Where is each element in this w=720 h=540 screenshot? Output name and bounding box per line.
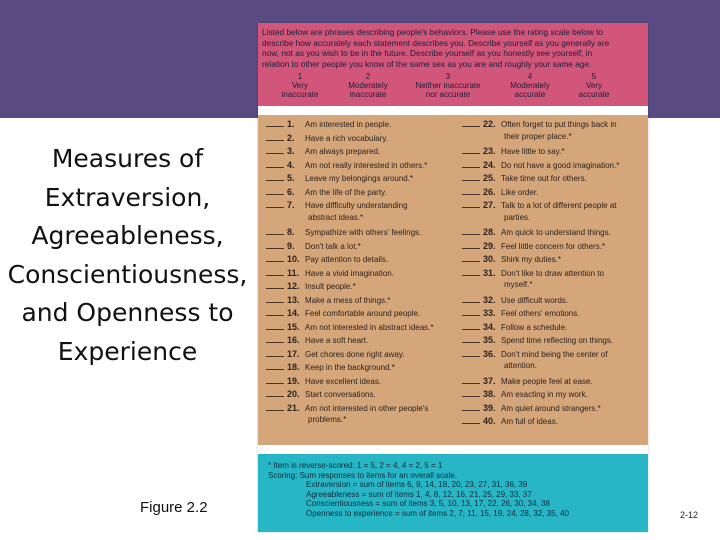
- questionnaire-item: [266, 361, 395, 373]
- item-text: Insult people.*: [305, 282, 356, 291]
- response-blank[interactable]: [266, 132, 284, 141]
- item-text: Feel little concern for others.*: [501, 241, 606, 251]
- questionnaire-item: [266, 172, 413, 184]
- questionnaire-item: [462, 226, 611, 238]
- item-text-continued: their proper place.*: [504, 131, 572, 141]
- response-blank[interactable]: [266, 159, 284, 168]
- item-number: 6.: [287, 186, 295, 197]
- item-text: Have difficulty understanding: [305, 201, 408, 210]
- item-text: Have a vivid imagination.: [305, 268, 394, 278]
- questionnaire-item: [266, 388, 376, 400]
- item-number: 27.: [483, 200, 496, 210]
- response-blank[interactable]: [266, 267, 284, 276]
- response-blank[interactable]: [266, 307, 284, 316]
- questionnaire-item: [462, 307, 579, 319]
- item-text: Have little to say.*: [501, 147, 565, 156]
- item-number: 14.: [287, 308, 300, 318]
- item-text: Sympathize with others' feelings.: [305, 228, 422, 237]
- item-number: 15.: [287, 321, 300, 332]
- response-blank[interactable]: [266, 361, 284, 370]
- questionnaire-item: [462, 321, 567, 333]
- scale-label: Very: [585, 81, 602, 90]
- response-blank[interactable]: [462, 321, 480, 330]
- scale-label: inaccurate: [349, 90, 387, 99]
- instruction-line: describe how accurately each statement describes you. Describe yourself as you generally are: [262, 37, 610, 48]
- item-text: Pay attention to details.: [305, 255, 389, 264]
- item-number: 32.: [483, 294, 496, 305]
- scale-label: nor accurate: [425, 90, 471, 99]
- scale-point: [406, 72, 490, 99]
- instruction-line: now, not as you wish to be in the future. Describe yourself as you honestly see yourself, in: [262, 48, 593, 58]
- item-number: 12.: [287, 281, 300, 291]
- instruction-line: Listed below are phrases describing people's behaviors. Please use the rating scale below to: [262, 27, 604, 37]
- title-line: Measures of: [51, 144, 204, 173]
- item-text-continued: myself.*: [504, 280, 533, 289]
- item-text: Get chores done right away.: [305, 349, 405, 359]
- item-text: Make a mess of things.*: [305, 295, 391, 305]
- title-line: Agreeableness,: [31, 221, 224, 250]
- item-number: 37.: [483, 375, 496, 386]
- questionnaire-item: [266, 159, 427, 171]
- response-blank[interactable]: [266, 118, 284, 127]
- scoring-box: [258, 454, 648, 532]
- item-text: Feel comfortable around people.: [305, 309, 421, 318]
- item-number: 40.: [483, 416, 496, 426]
- item-text: Am the life of the party.: [305, 187, 387, 197]
- title-line: Extraversion,: [44, 182, 211, 212]
- response-blank[interactable]: [462, 375, 480, 384]
- item-text: Like order.: [501, 187, 539, 197]
- questionnaire-item: [266, 321, 434, 333]
- response-blank[interactable]: [462, 307, 480, 316]
- response-blank[interactable]: [462, 294, 480, 303]
- scale-label: accurate: [578, 90, 610, 99]
- item-text: Take time out for others.: [501, 174, 587, 183]
- item-text: Start conversations.: [305, 390, 376, 399]
- item-number: 1.: [287, 119, 295, 129]
- items-box: [258, 115, 648, 445]
- questionnaire-item: [462, 172, 587, 184]
- questionnaire-item: [266, 280, 356, 292]
- questionnaire-item: [266, 348, 404, 360]
- response-blank[interactable]: [266, 253, 284, 262]
- item-text: Am quick to understand things.: [501, 228, 611, 237]
- item-number: 25.: [483, 173, 496, 183]
- slide-title: [0, 140, 255, 371]
- item-number: 36.: [483, 348, 496, 359]
- item-text: Make people feel at ease.: [501, 376, 593, 386]
- scale-label: Moderately: [510, 81, 550, 90]
- item-number: 38.: [483, 389, 496, 399]
- item-number: 35.: [483, 335, 496, 345]
- questionnaire-item: [462, 294, 568, 306]
- response-blank[interactable]: [462, 240, 480, 249]
- questionnaire-item: [462, 334, 613, 346]
- slide-number: 2-12: [680, 510, 699, 520]
- response-blank[interactable]: [462, 415, 480, 424]
- item-number: 34.: [483, 321, 496, 332]
- item-text: Have a rich vocabulary.: [305, 133, 388, 143]
- instructions-box: [258, 23, 648, 106]
- item-text: Don't mind being the center of: [501, 349, 608, 359]
- item-text: Spend time reflecting on things.: [501, 336, 614, 345]
- item-text: Don't like to draw attention to: [501, 268, 604, 278]
- questionnaire-item: [266, 226, 421, 238]
- response-blank[interactable]: [462, 172, 480, 181]
- item-text: Am not really interested in others.*: [305, 160, 428, 170]
- item-number: 18.: [287, 362, 300, 372]
- response-blank[interactable]: [266, 172, 284, 181]
- item-number: 9.: [287, 240, 295, 251]
- scale-number: 2: [365, 72, 371, 81]
- scale-point: [326, 72, 410, 99]
- questionnaire-item: [266, 294, 390, 306]
- response-blank[interactable]: [266, 294, 284, 303]
- item-number: 26.: [483, 186, 496, 197]
- item-text: Don't talk a lot.*: [305, 241, 361, 251]
- item-number: 17.: [287, 348, 300, 359]
- questionnaire-item: [266, 240, 361, 252]
- scale-number: 3: [445, 72, 451, 81]
- item-number: 39.: [483, 402, 496, 413]
- item-text: Have a soft heart.: [305, 336, 369, 345]
- questionnaire-item: [266, 402, 428, 414]
- scale-label: Very: [291, 81, 308, 90]
- item-number: 4.: [287, 159, 295, 170]
- questionnaire-item: [462, 388, 588, 400]
- scoring-line: Openness to experience = sum of items 2, 7, 11, 15, 19, 24, 28, 32, 35, 40: [306, 508, 569, 518]
- figure-caption: Figure 2.2: [140, 499, 208, 516]
- response-blank[interactable]: [462, 267, 480, 276]
- item-text-continued: abstract ideas.*: [308, 212, 364, 222]
- response-blank[interactable]: [266, 240, 284, 249]
- instruction-line: relation to other people you know of the same sex as you are and roughly your same age.: [262, 58, 592, 69]
- response-blank[interactable]: [266, 321, 284, 330]
- response-blank[interactable]: [266, 375, 284, 384]
- questionnaire-item: [462, 253, 561, 265]
- response-blank[interactable]: [266, 402, 284, 411]
- response-blank[interactable]: [266, 186, 284, 195]
- item-number: 10.: [287, 254, 300, 264]
- item-number: 29.: [483, 240, 496, 251]
- item-number: 3.: [287, 146, 295, 156]
- item-number: 2.: [287, 132, 295, 143]
- item-text: Am not interested in abstract ideas.*: [305, 322, 434, 332]
- response-blank[interactable]: [462, 402, 480, 411]
- item-number: 20.: [287, 389, 300, 399]
- questionnaire-item: [266, 307, 420, 319]
- item-number: 23.: [483, 146, 496, 156]
- item-text-continued: parties.: [504, 212, 531, 222]
- response-blank[interactable]: [462, 334, 480, 343]
- item-text: Leave my belongings around.*: [305, 174, 414, 183]
- title-line: Experience: [57, 336, 198, 366]
- scale-label: Moderately: [348, 81, 388, 90]
- response-blank[interactable]: [266, 226, 284, 235]
- scale-label: inaccurate: [281, 90, 319, 99]
- questionnaire-item: [266, 118, 391, 130]
- questionnaire-item: [462, 145, 564, 157]
- response-blank[interactable]: [462, 199, 480, 208]
- scale-point: [552, 72, 636, 99]
- scoring-line: Conscientiousness = sum of items 3, 5, 10, 13, 17, 22, 26, 30, 34, 38: [306, 499, 550, 508]
- item-text: Shirk my duties.*: [501, 255, 562, 264]
- item-text: Am interested in people.: [305, 120, 392, 129]
- item-text-continued: attention.: [504, 361, 537, 370]
- item-number: 24.: [483, 159, 496, 170]
- item-text: Am not interested in other people's: [305, 403, 429, 413]
- questionnaire-item: [266, 375, 381, 387]
- scale-label: Neither inaccurate: [415, 81, 481, 90]
- item-number: 16.: [287, 335, 300, 345]
- response-blank[interactable]: [462, 253, 480, 262]
- scoring-intro: Scoring: Sum responses to items for an overall scale.: [268, 470, 457, 480]
- response-blank[interactable]: [462, 145, 480, 154]
- scale-number: 1: [297, 72, 303, 81]
- questionnaire-item: [266, 132, 388, 144]
- item-number: 8.: [287, 227, 295, 237]
- item-text: Feel others' emotions.: [501, 309, 580, 318]
- response-blank[interactable]: [266, 145, 284, 154]
- questionnaire-item: [266, 145, 380, 157]
- questionnaire-item: [462, 415, 558, 427]
- scoring-line: Agreeableness = sum of items 1, 4, 8, 12, 16, 21, 25, 29, 33, 37: [306, 489, 532, 499]
- item-text: Often forget to put things back in: [501, 120, 617, 129]
- item-text: Am quiet around strangers.*: [501, 403, 601, 413]
- item-text-continued: problems.*: [308, 415, 347, 424]
- item-number: 21.: [287, 402, 300, 413]
- item-text: Am always prepared.: [305, 147, 381, 156]
- title-line: Conscientiousness,: [7, 259, 248, 289]
- item-number: 13.: [287, 294, 300, 305]
- questionnaire-item: [462, 199, 616, 211]
- item-number: 28.: [483, 227, 496, 237]
- item-text: Talk to a lot of different people at: [501, 201, 617, 210]
- item-text: Keep in the background.*: [305, 363, 395, 372]
- response-blank[interactable]: [462, 226, 480, 235]
- response-blank[interactable]: [462, 186, 480, 195]
- questionnaire-item: [462, 375, 593, 387]
- questionnaire-item: [462, 402, 601, 414]
- scale-label: accurate: [514, 90, 546, 99]
- questionnaire-item: [462, 118, 617, 130]
- response-blank[interactable]: [462, 159, 480, 168]
- scale-number: 4: [527, 72, 533, 81]
- questionnaire-item: [462, 348, 607, 360]
- item-number: 22.: [483, 119, 496, 129]
- questionnaire-item: [266, 334, 368, 346]
- scale-number: 5: [591, 72, 597, 81]
- item-text: Am full of ideas.: [501, 417, 558, 426]
- response-blank[interactable]: [266, 348, 284, 357]
- questionnaire-item: [266, 253, 388, 265]
- item-number: 30.: [483, 254, 496, 264]
- item-text: Do not have a good imagination.*: [501, 160, 620, 170]
- response-blank[interactable]: [462, 118, 480, 127]
- item-text: Am exacting in my work.: [501, 390, 588, 399]
- title-line: and Openness to: [21, 298, 234, 327]
- questionnaire-item: [462, 186, 538, 198]
- item-number: 11.: [287, 267, 300, 278]
- response-blank[interactable]: [462, 348, 480, 357]
- item-text: Follow a schedule.: [501, 322, 568, 332]
- item-number: 31.: [483, 267, 496, 278]
- response-blank[interactable]: [266, 334, 284, 343]
- questionnaire-item: [462, 267, 604, 279]
- item-number: 33.: [483, 308, 496, 318]
- response-blank[interactable]: [266, 280, 284, 289]
- item-text: Have excellent ideas.: [305, 376, 382, 386]
- scoring-line: Extraversion = sum of items 6, 9, 14, 18, 20, 23, 27, 31, 36, 39: [306, 480, 528, 489]
- response-blank[interactable]: [462, 388, 480, 397]
- questionnaire-item: [266, 186, 387, 198]
- response-blank[interactable]: [266, 388, 284, 397]
- questionnaire-item: [266, 199, 408, 211]
- response-blank[interactable]: [266, 199, 284, 208]
- questionnaire-figure: [258, 23, 648, 532]
- questionnaire-item: [266, 267, 394, 279]
- reverse-score-note: * Item is reverse-scored: 1 = 5, 2 = 4, 4 = 2, 5 = 1: [268, 461, 443, 470]
- item-number: 19.: [287, 375, 300, 386]
- item-number: 7.: [287, 200, 295, 210]
- instructions-text: [262, 27, 642, 69]
- questionnaire-item: [462, 240, 605, 252]
- item-number: 5.: [287, 173, 295, 183]
- questionnaire-item: [462, 159, 619, 171]
- item-text: Use difficult words.: [501, 295, 568, 305]
